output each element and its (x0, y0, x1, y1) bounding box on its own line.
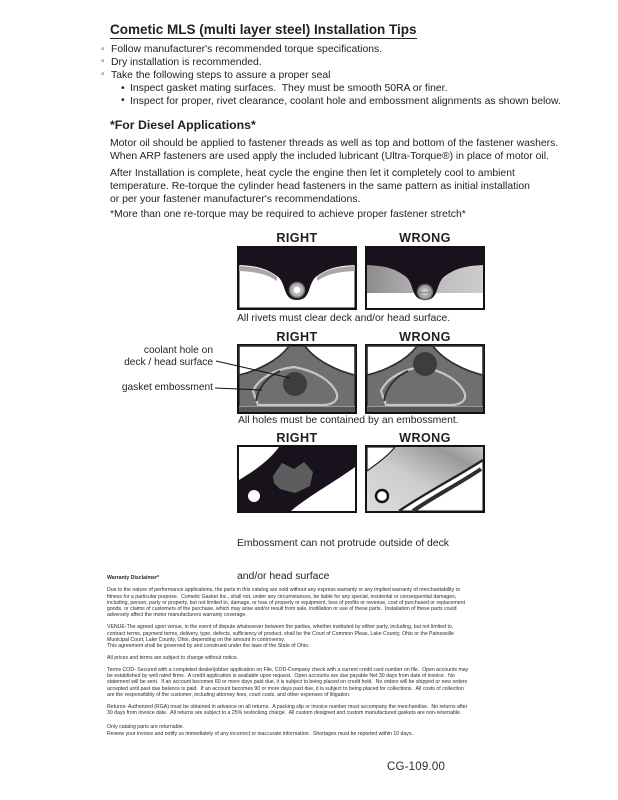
text-line: are the responsibility of the customer, including attorney fees, court costs, and other expenses of litigation. (107, 691, 351, 698)
text-line: or per your fastener manufacturer's recommendations. (110, 194, 361, 205)
retorque-note: *More than one re-torque may be required to achieve proper fastener stretch* (110, 209, 466, 220)
text-line: accepted until past due balance is paid. If an account becomes 90 or more days past due, it is subject to being placed for collections. All costs of collection (107, 685, 464, 692)
diagram1-right-label: RIGHT (276, 231, 318, 245)
diagram1-caption: All rivets must clear deck and/or head surface. (237, 313, 451, 324)
text-line: temperature. Re-torque the cylinder head fasteners in the same pattern as initial installation (110, 181, 530, 192)
text-line: This agreement shall be governed by and construed under the laws of the State of Ohio. (107, 643, 310, 650)
text-line: Municipal Court, Lake County, Ohio, depending on the amount in controversy. (107, 636, 286, 643)
gasket-embossment-callout: gasket embossment (121, 382, 213, 393)
warranty-venue-paragraph (107, 624, 547, 649)
text-line: VENUE-The agreed upon venue, in the event of dispute whatsoever between the parties, whether instituted by either party, including, but not limited to, (107, 624, 454, 631)
diesel-retorque-paragraph (110, 167, 530, 206)
diesel-section-heading: *For Diesel Applications* (110, 118, 256, 132)
text-line: statement will be sent. If an account becomes 60 or more days past due, it is subject to being placed on credit hold. No orders will be shipped or new orders (107, 679, 468, 686)
text-line: goods, or claims of customers of the purchase, which may arise and/or result from sale, instillation or use of these parts. Installation of these parts could (107, 606, 457, 613)
diagram3-wrong-panel (365, 445, 485, 513)
coolant-callout-line2: deck / head surface (124, 356, 213, 368)
diagram2-caption: All holes must be contained by an embossment. (238, 415, 459, 426)
text-line: ◦ Dry installation is recommended. (101, 57, 382, 70)
warranty-liability-paragraph (107, 587, 547, 618)
text-line: 30 days from invoice date. All returns are subject to a 25% restocking charge. All custom designed and custom manufactured gaskets are non-returnable. (107, 710, 462, 717)
warranty-section (107, 575, 547, 742)
diagram3-caption-line1: Embossment can not protrude outside of deck (237, 538, 449, 549)
warranty-catalog-paragraph (107, 724, 547, 737)
warranty-returns-paragraph (107, 704, 547, 717)
diagram2-right-panel (237, 344, 357, 414)
text-line: When ARP fasteners are used apply the included lubricant (Ultra-Torque®) in place of motor oil. (110, 151, 549, 162)
diagram1-wrong-label: WRONG (399, 231, 451, 245)
coolant-hole (413, 352, 437, 376)
coolant-hole (283, 372, 307, 396)
diagram3-caption-line2: and/or head surface (237, 571, 330, 582)
text-line: Returns- Authorized (RGA) must be obtained in advance on all returns. A packing slip or invoice number must accompany the merchandise. No returns after (107, 703, 468, 710)
text-line: Only catalog parts are returnable. (107, 724, 184, 731)
diagram3-wrong-label: WRONG (399, 431, 451, 445)
text-line: be established by well rated firms. A credit application is available upon request. Open accounts are due payable Net 30 days from date of invoice. No (107, 673, 455, 680)
text-line: ◦ Take the following steps to assure a proper seal (101, 70, 382, 83)
tips-bullet-list (101, 44, 382, 83)
text-line: ◦ Follow manufacturer's recommended torque specifications. (101, 44, 382, 57)
diagram2-right-label: RIGHT (276, 330, 318, 344)
text-line: • Inspect gasket mating surfaces. They must be smooth 50RA or finer. (121, 83, 561, 96)
text-line: contract terms, payment terms, delivery, type, defects, sufficiency of product, shall be the Court of Common Pleas, Lake County, Ohio or the Painesville (107, 630, 454, 637)
diagram2-wrong-label: WRONG (399, 330, 451, 344)
bolt-hole (248, 490, 260, 502)
diagram3-right-label: RIGHT (276, 431, 318, 445)
text-line: adversely affect the motor manufacturers warranty coverage. (107, 612, 247, 619)
diagram1-right-panel (237, 246, 357, 310)
coolant-callout-line1: coolant hole on (143, 345, 213, 356)
diagram2-wrong-panel (365, 344, 485, 414)
text-line: Motor oil should be applied to fastener threads as well as top and bottom of the fastener washers. (110, 138, 559, 149)
warranty-prices-line (107, 655, 547, 661)
page-title: Cometic MLS (multi layer steel) Installation Tips (110, 22, 417, 37)
text-line: After Installation is complete, heat cycle the engine then let it completely cool to ambient (110, 168, 515, 179)
prices-line: All prices and terms are subject to change without notice. (107, 654, 239, 661)
diagram3-right-panel (237, 445, 357, 513)
coolant-hole-callout (103, 345, 213, 368)
bolt-hole (376, 490, 388, 502)
page-code: CG-109.00 (387, 761, 446, 773)
diesel-oil-paragraph (110, 137, 558, 163)
tips-sub-bullet-list (121, 83, 561, 108)
text-line: fitness for a particular purpose. Cometic Gasket Inc., shall not, under any circumstances, be liable for any special, incidental or consequential damages, (107, 593, 457, 600)
text-line: Review your invoice and notify us immediately of any incorrect or inaccurate information. Shortages must be reported within 10 days. (107, 730, 413, 737)
text-line: Terms COD- Secured with a completed dealer/jobber application on File, COD-Company check with a current credit card number on file. Open accounts may (107, 666, 469, 673)
diagram1-wrong-panel (365, 246, 485, 310)
text-line: including, person, party or property, but not limited to, damage, or loss of property or equipment, loss of profits or revenue, cost of purchased or replacement (107, 599, 466, 606)
warranty-terms-paragraph (107, 667, 547, 698)
warranty-heading: Warranty Disclaimer* (107, 575, 159, 581)
text-line: Due to the nature of performance applications, the parts in this catalog are sold without any express warranty or any implied warranty of merchantability or (107, 587, 461, 594)
text-line: • Inspect for proper, rivet clearance, coolant hole and embossment alignments as shown below. (121, 96, 561, 109)
